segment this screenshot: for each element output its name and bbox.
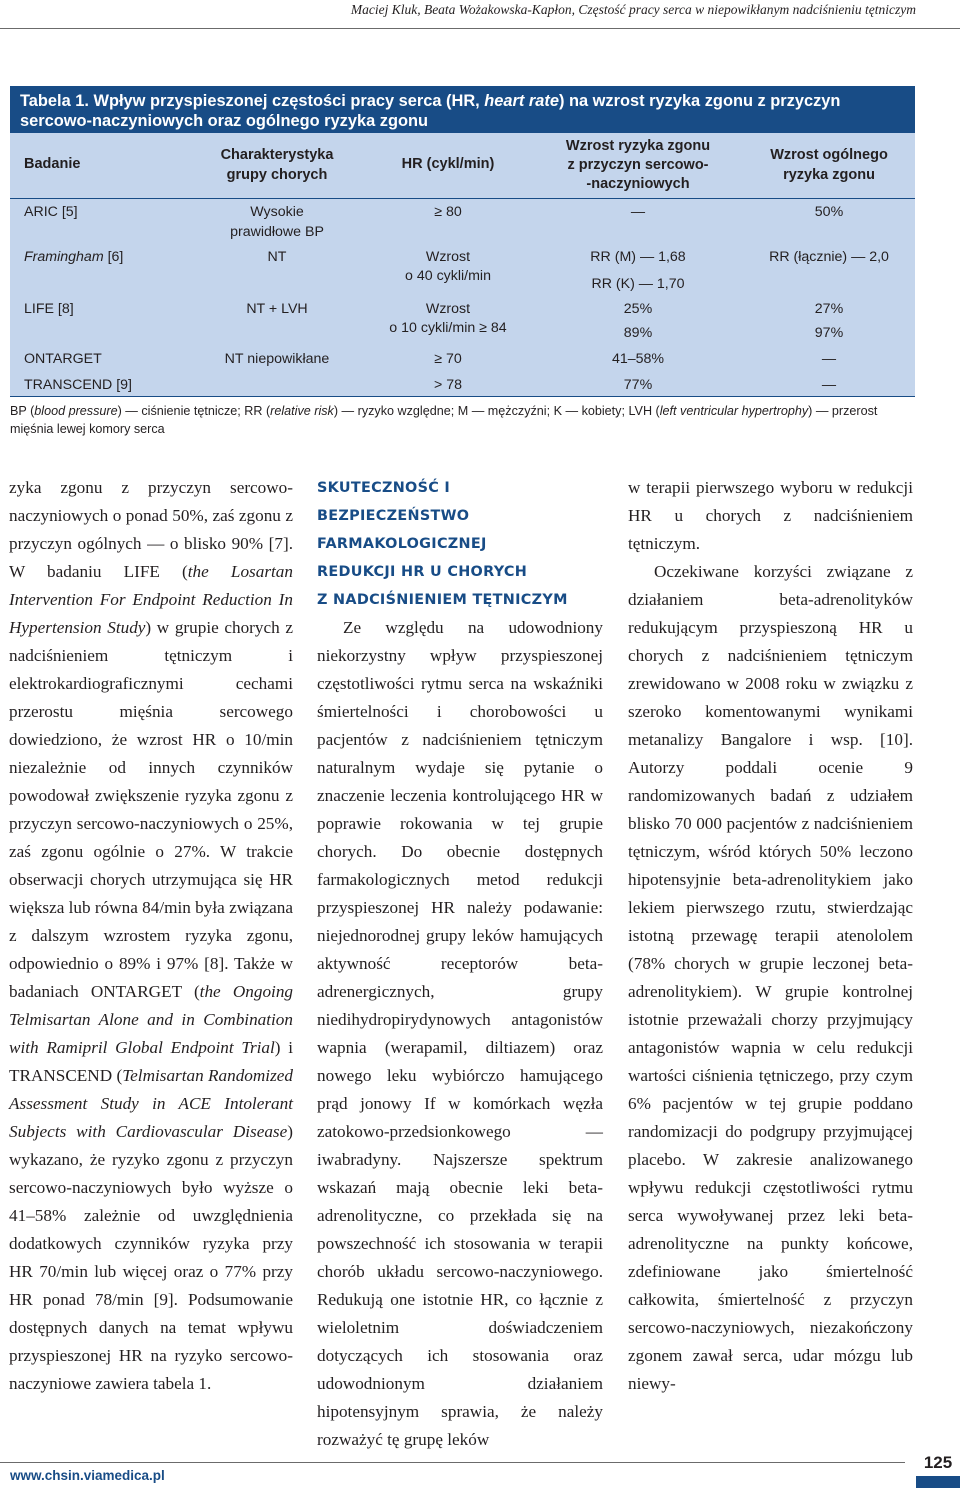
table-footnote [10,402,920,438]
footer-rule [0,1462,905,1463]
row-aric-cv: — [630,204,646,220]
framingham-name: Framingham [24,249,104,265]
table-title-part1: Tabela 1. Wpływ przyspieszonej częstości pracy serca (HR, [20,92,485,110]
row-aric-char-l1: Wysokie [250,204,304,220]
col1-text-d: ) wykazano, że ryzyko zgonu z przyczyn sercowo-naczyniowych było wyższe o 41–58% zależnie od uwzględnienia dodatkowych czynników ryzyka przy HR 70/min lub więcej oraz o 77% przy HR ponad 78/min [9]. Podsumowanie dostępnych danych na temat wpływu przyspieszonej HR na ryzyko sercowo-naczyniowe zawiera tabela 1. [9,1122,293,1393]
row-life-total-l1: 27% [814,301,844,317]
col1-text-a: zyka zgonu z przyczyn sercowo-naczyniowych o ponad 50%, zaś zgonu z przyczyn ogólnych — o blisko 90% [7]. W badaniu LIFE ( [9,478,293,581]
footnote-i3: left ventricular hypertrophy [659,404,809,418]
col3-paragraph-1: w terapii pierwszego wyboru w redukcji HR u chorych z nadciśnieniem tętniczym. [628,478,913,553]
footnote-t1: BP ( [10,404,35,418]
header-divider [10,198,915,199]
row-life-cv-l1: 25% [623,301,653,317]
col2-paragraph: Ze względu na udowodniony niekorzystny wpływ przyspieszonej częstotliwości rytmu serca na wskaźniki śmiertelności i chorobowości u pacjentów z nadciśnieniem tętniczym naturalnym wydaje się pytanie o znaczenie leczenia kontrolującego HR w poprawie rokowania w tej grupie chorych. Do obecnie dostępnych farmakologicznych metod redukcji przyspieszonej HR należy podawanie: niejednorodnej grupy leków hamujących aktywność receptorów beta-adrenergicznych, grupy niedihydropirydynowych antagonistów wapnia (werapamil, diltiazem) oraz nowego leku wybiórczo hamującego prąd jonowy If w komórkach węzła zatokowo-przedsionkowego — iwabradyny. Najszersze spektrum wskazań mają obecnie leki beta-adrenolityczne, co przekłada się na powszechność ich stosowania w terapii chorób układu sercowo-naczyniowego. Redukują one istotnie HR, co łącznie z wieloletnim doświadczeniem dotyczących ich stosowania oraz udowodnionym działaniem hipotensyjnym sprawia, że należy rozważyć tę grupę leków [317,618,603,1449]
col3-paragraph-2: Oczekiwane korzyści związane z działaniem beta-adrenolityków redukującym przyspieszoną HR u chorych z nadciśnieniem tętniczym zrewidowano w 2008 roku w związku z szeroko komentowanymi wynikami metanalizy Bangalore i wsp. [10]. Autorzy poddali ocenie 9 randomizowanych badań z udziałem blisko 70 000 pacjentów z nadciśnieniem tętniczym, wśród których 50% leczono hipotensyjnie beta-adrenolitykiem jako lekiem pierwszego rzutu, stwierdzając istotną przewagę terapii atenololem (78% chorych w grupie leczonej beta-adrenolitykiem). W grupie kontrolnej istotnie przeważali chorzy przyjmujący antagonistów wapnia w celu redukcji wartości ciśnienia tętniczego, przy czym 6% pacjentów w tej grupie poddano randomizacji do podgrupy przyjmującej placebo. W zakresie analizowanego wpływu redukcji częstotliwości rytmu serca wywoływanej przez leki beta-adrenolityczne na punkty końcowe, zdefiniowane jako śmiertelność całkowita, śmiertelność z przyczyn sercowo-naczyniowych, niezakończony zgonem zawał serca, udar mózgu lub niewy- [628,562,913,1393]
section-heading-l4: Z NADCIŚNIENIEM TĘTNICZYM [317,592,568,608]
section-heading [317,474,603,614]
row-life-hr-l2: o 10 cykli/min ≥ 84 [389,320,507,336]
row-ontarget-cv: 41–58% [611,351,665,367]
footnote-t3: ) — ryzyko względne; M — mężczyźni; K — kobiety; LVH ( [333,404,660,418]
table-bottom-rule [10,396,915,397]
row-framingham-hr-l2: o 40 cykli/min [405,268,491,284]
page-number-bar [916,1476,960,1488]
header-hr: HR (cykl/min) [401,156,495,172]
row-life-total-l2: 97% [814,325,844,341]
row-framingham-cv-l1: RR (M) — 1,68 [590,249,686,265]
row-transcend-cv: 77% [623,377,653,393]
row-life-cv-l2: 89% [623,325,653,341]
header-characteristics-l1: Charakterystyka [220,147,334,163]
table-title-part2: ) na wzrost ryzyka zgonu z przyczyn [558,92,841,110]
row-life-char: NT + LVH [246,301,308,317]
body-column-2 [317,474,603,1454]
row-aric-hr: ≥ 80 [434,204,462,220]
row-transcend-total: — [821,377,837,393]
table-title [10,86,915,133]
table-title-italic: heart rate [484,92,559,110]
footer-url[interactable]: www.chsin.viamedica.pl [10,1468,165,1483]
section-heading-l1: SKUTECZNOŚĆ I BEZPIECZEŃSTWO [317,480,470,524]
framingham-ref: [6] [103,249,124,265]
row-transcend-study: TRANSCEND [9] [24,377,132,393]
footnote-i1: blood pressure [34,404,118,418]
row-ontarget-hr: ≥ 70 [434,351,462,367]
row-ontarget-char: NT niepowikłane [224,351,330,367]
footnote-t2: ) — ciśnienie tętnicze; RR ( [117,404,271,418]
table-title-line2: sercowo-naczyniowych oraz ogólnego ryzyka zgonu [20,112,429,130]
col1-text-b: ) w grupie chorych z nadciśnieniem tętniczym i elektrokardiograficznymi cechami przerostu mięśnia sercowego dowiedziono, że wzrost HR o 10/min niezależnie od innych czynników powodował zwiększenie ryzyka zgonu z przyczyn sercowo-naczyniowych o 25%, zaś zgonu ogólnie o 27%. W trakcie obserwacji chorych utrzymująca się HR większa lub równa 84/min była związana z dalszym wzrostem ryzyka zgonu, odpowiednio o 89% i 97% [8]. Także w badaniach ONTARGET ( [9,618,293,1001]
col1-italic-transcend: Telmisartan Randomized Assessment Study in ACE Intolerant Subjects with Cardiovascular Disease [9,1066,293,1141]
row-framingham-study [24,247,123,267]
col1-text-c: ) i TRANSCEND ( [9,1038,293,1085]
header-study: Badanie [24,156,81,172]
footnote-t4: ) — przerost mięśnia lewej komory serca [10,404,878,436]
section-heading-l2: FARMAKOLOGICZNEJ [317,536,487,552]
header-total-risk-l1: Wzrost ogólnego [770,147,888,163]
row-aric-study: ARIC [5] [24,204,78,220]
row-aric-total: 50% [814,204,844,220]
row-life-study: LIFE [8] [24,301,74,317]
section-heading-l3: REDUKCJI HR U CHORYCH [317,564,528,580]
row-aric-char-l2: prawidłowe BP [230,224,324,240]
header-total-risk-l2: ryzyka zgonu [783,167,875,183]
body-column-3 [628,474,913,1398]
running-header: Maciej Kluk, Beata Wożakowska-Kapłon, Częstość pracy serca w niepowikłanym nadciśnieniu tętniczym [350,2,916,17]
col1-italic-ontarget: the Ongoing Telmisartan Alone and in Combination with Ramipril Global Endpoint Trial [9,982,294,1057]
footnote-i2: relative risk [270,404,334,418]
data-table [10,133,915,397]
row-transcend-hr: > 78 [433,377,463,393]
row-framingham-hr-l1: Wzrost [425,249,471,265]
header-cv-risk-l1: Wzrost ryzyka zgonu [565,138,711,154]
header-rule [0,28,960,29]
col1-italic-life: the Losartan Intervention For Endpoint Reduction In Hypertension Study [9,562,293,637]
row-framingham-cv-l2: RR (K) — 1,70 [591,276,685,292]
row-life-hr-l1: Wzrost [425,301,471,317]
row-ontarget-study: ONTARGET [24,351,102,367]
header-characteristics-l2: grupy chorych [226,167,328,183]
page-number: 125 [923,1453,953,1472]
row-framingham-total: RR (łącznie) — 2,0 [769,249,889,265]
body-column-1 [9,474,293,1398]
row-framingham-char: NT [267,249,287,265]
row-ontarget-total: — [821,351,837,367]
header-cv-risk-l3: -naczyniowych [586,176,690,192]
col1-paragraph [9,474,293,1398]
header-cv-risk-l2: z przyczyn sercowo- [567,157,709,173]
